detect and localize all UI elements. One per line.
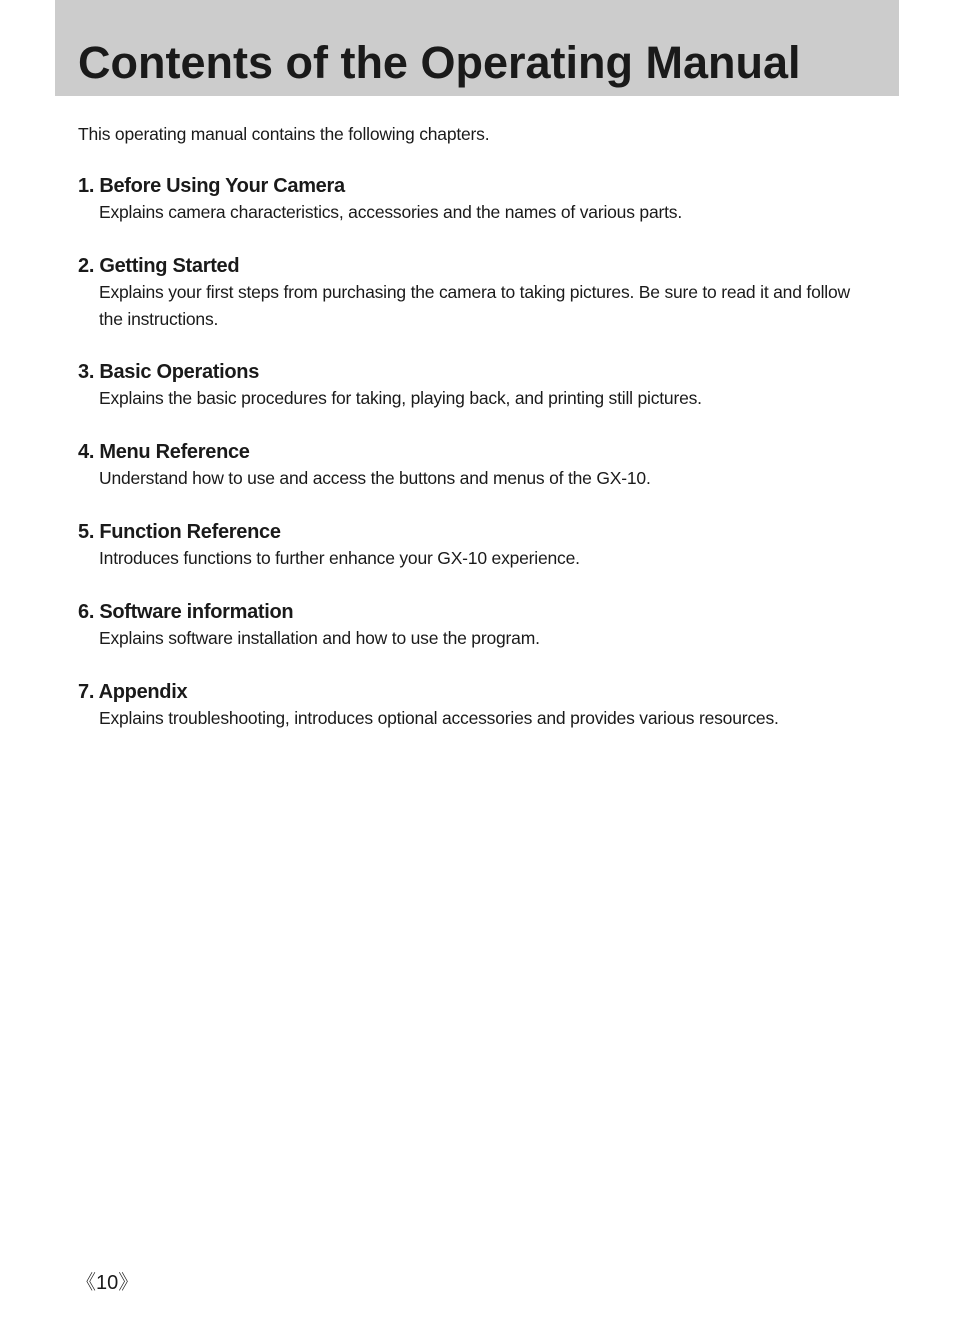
chapter-6	[78, 599, 878, 652]
chapter-3	[78, 359, 878, 412]
chapter-2	[78, 253, 878, 333]
page-number: 《10》	[76, 1272, 139, 1294]
chapter-5	[78, 519, 878, 572]
page-title: Contents of the Operating Manual	[78, 37, 801, 88]
title-bar	[55, 0, 899, 96]
chapter-description: Explains your first steps from purchasing the camera to taking pictures. Be sure to read it and follow the instructions.	[99, 282, 850, 329]
chapter-heading: 4. Menu Reference	[78, 441, 250, 463]
chapter-description: Understand how to use and access the buttons and menus of the GX-10.	[99, 468, 651, 488]
chapter-heading: 1. Before Using Your Camera	[78, 175, 345, 197]
chapter-description: Explains software installation and how to use the program.	[99, 628, 540, 648]
chapter-heading: 2. Getting Started	[78, 255, 240, 277]
chapter-description: Explains camera characteristics, accessories and the names of various parts.	[99, 202, 682, 222]
chapter-heading: 7. Appendix	[78, 681, 188, 703]
chapter-1	[78, 173, 878, 226]
chapter-4	[78, 439, 878, 492]
chapter-7	[78, 679, 878, 732]
chapter-heading: 3. Basic Operations	[78, 361, 260, 383]
chapter-description: Introduces functions to further enhance your GX-10 experience.	[99, 548, 580, 568]
chapter-heading: 5. Function Reference	[78, 521, 281, 543]
chapter-heading: 6. Software information	[78, 601, 294, 623]
intro-text: This operating manual contains the following chapters.	[78, 124, 490, 144]
chapter-description: Explains troubleshooting, introduces optional accessories and provides various resources.	[99, 708, 779, 728]
chapter-description: Explains the basic procedures for taking, playing back, and printing still pictures.	[99, 388, 702, 408]
